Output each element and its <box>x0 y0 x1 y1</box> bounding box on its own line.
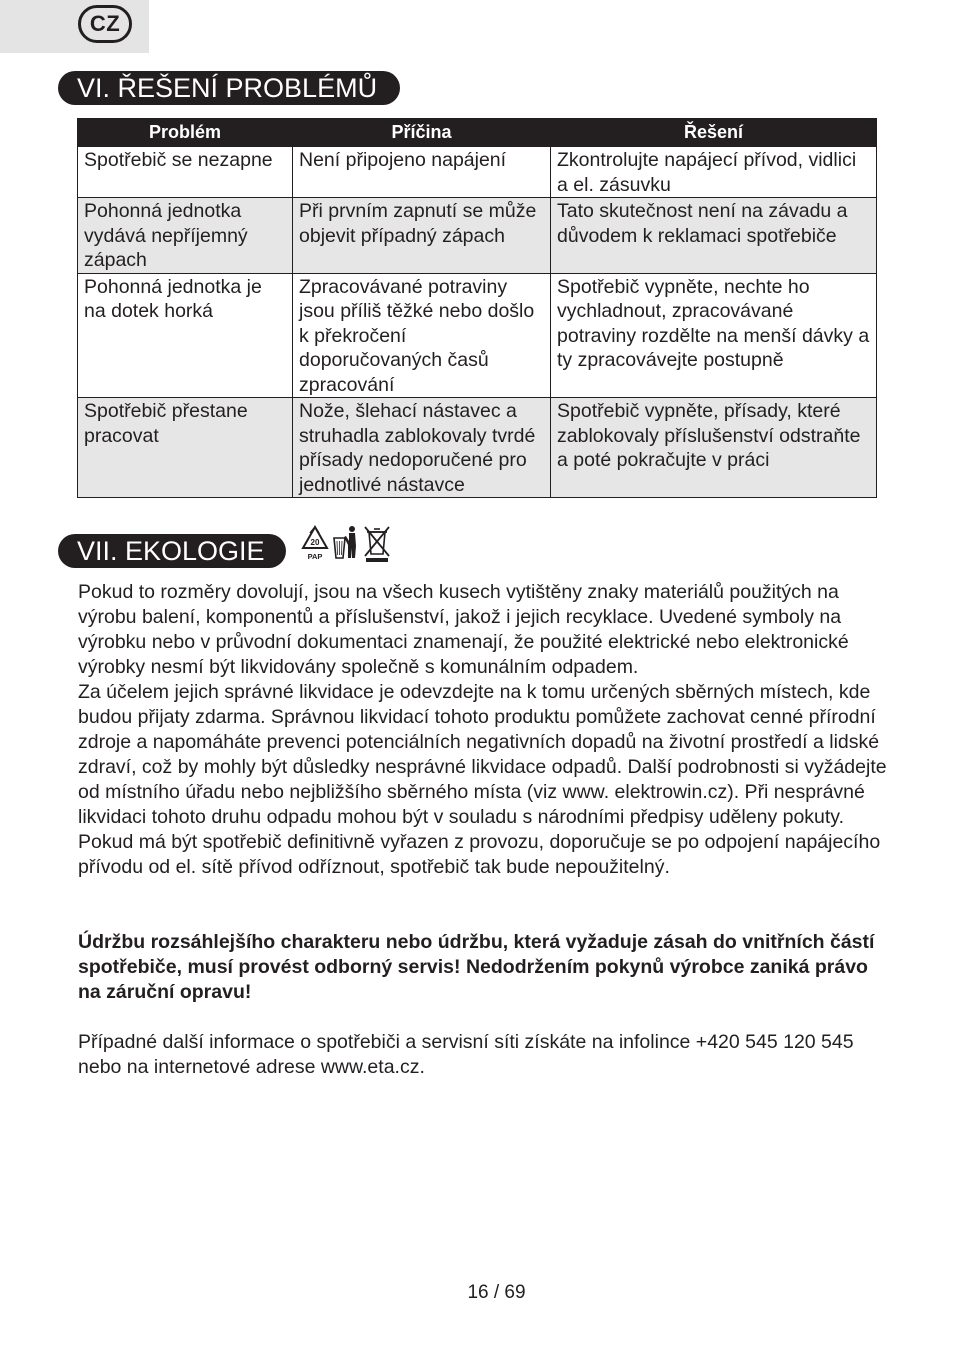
ecology-paragraph-materials: Pokud to rozměry dovolují, jsou na všech kusech vytištěny znaky materiálů použitých na výrobu balení, komponentů a příslušenství, jakož i jejich recyklace. Uvedené symboly na výrobku nebo v průvodní dokumentaci znamenají, že použité elektrické nebo elektronické výrobky nesmí být likvidovány společně s komunálním odpadem. <box>78 581 849 678</box>
column-header-cause: Příčina <box>293 119 551 147</box>
section-title-ecology: VII. EKOLOGIE <box>58 534 286 568</box>
maintenance-warning: Údržbu rozsáhlejšího charakteru nebo údržbu, která vyžaduje zásah do vnitřních částí spotřebiče, musí provést odborný servis! Nedodržením pokynů výrobce zaniká právo na záruční opravu! <box>78 931 875 1003</box>
cell-cause: Není připojeno napájení <box>293 147 551 198</box>
cell-problem: Pohonná jednotka vydává nepříjemný zápach <box>78 198 293 274</box>
cell-problem: Spotřebič přestane pracovat <box>78 398 293 498</box>
cell-solution: Spotřebič vypněte, nechte ho vychladnout, zpracovávané potraviny rozdělte na menší dávky a ty zpracovávejte postupně <box>551 273 877 398</box>
recycle-pap-20-icon <box>303 527 327 561</box>
cell-cause: Při prvním zapnutí se může objevit případný zápach <box>293 198 551 274</box>
page-number: 16 / 69 <box>467 1282 526 1303</box>
table-row <box>78 147 877 198</box>
table-row <box>78 198 877 274</box>
table-row <box>78 273 877 398</box>
cell-solution: Tato skutečnost není na závadu a důvodem k reklamaci spotřebiče <box>551 198 877 274</box>
column-header-problem: Problém <box>78 119 293 147</box>
recycle-number: 20 <box>310 538 320 547</box>
tidy-man-bin-icon <box>334 526 356 558</box>
language-tab <box>0 0 149 53</box>
cell-solution: Spotřebič vypněte, přísady, které zablokovaly příslušenství odstraňte a poté pokračujte v práci <box>551 398 877 498</box>
cell-problem: Pohonná jednotka je na dotek horká <box>78 273 293 398</box>
cell-cause: Nože, šlehací nástavec a struhadla zablokovaly tvrdé přísady nedoporučené pro jednotlivé nástavce <box>293 398 551 498</box>
crossed-bin-icon <box>365 527 389 562</box>
table-header-row <box>78 119 877 147</box>
troubleshooting-table <box>77 118 877 498</box>
cell-solution: Zkontrolujte napájecí přívod, vidlici a el. zásuvku <box>551 147 877 198</box>
recycle-code: PAP <box>307 552 323 561</box>
column-header-solution: Řešení <box>551 119 877 147</box>
language-code-badge: CZ <box>78 5 132 43</box>
ecology-paragraph-disposal: Za účelem jejich správné likvidace je odevzdejte na k tomu určených sběrných místech, kde budou přijaty zdarma. Správnou likvidací tohoto produktu pomůžete zachovat cenné přírodní zdroje a napomáháte prevenci potenciálních negativních dopadů na životní prostředí a lidské zdraví, což by mohly být důsledky nesprávné likvidace odpadů. Další podrobnosti si vyžádejte od místního úřadu nebo nejbližšího sběrného místa (viz www. elektrowin.cz). Při nesprávné likvidaci tohoto druhu odpadu mohou být v souladu s národními předpisy uděleny pokuty. Pokud má být spotřebič definitivně vyřazen z provozu, doporučuje se po odpojení napájecího přívodu od el. sítě přívod odříznout, spotřebič tak bude nepoužitelný. <box>78 681 887 878</box>
contact-info: Případné další informace o spotřebiči a servisní síti získáte na infolince +420 545 120 545 nebo na internetové adrese www.eta.cz. <box>78 1031 854 1078</box>
cell-cause: Zpracovávané potraviny jsou příliš těžké nebo došlo k překročení doporučovaných časů zpracování <box>293 273 551 398</box>
section-title-troubleshooting: VI. ŘEŠENÍ PROBLÉMŮ <box>58 71 400 105</box>
ecology-icons <box>300 524 392 564</box>
table-row <box>78 398 877 498</box>
cell-problem: Spotřebič se nezapne <box>78 147 293 198</box>
